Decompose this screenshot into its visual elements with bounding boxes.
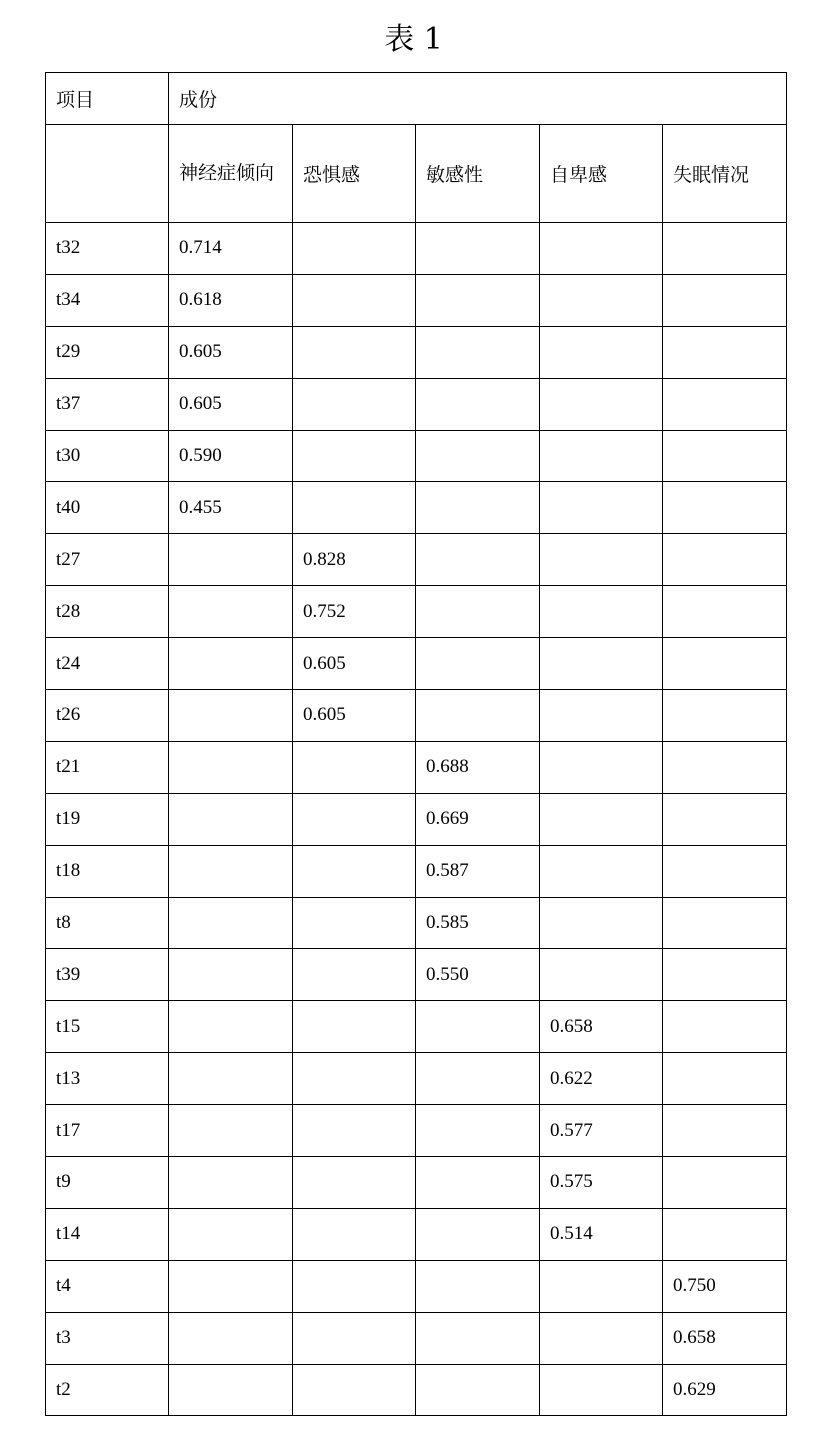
loading-cell xyxy=(663,586,787,638)
loading-cell: 0.629 xyxy=(663,1364,787,1416)
loading-cell xyxy=(663,897,787,949)
loading-cell xyxy=(169,1312,293,1364)
loading-cell xyxy=(169,534,293,586)
loading-cell xyxy=(663,1157,787,1209)
loading-cell: 0.658 xyxy=(540,1001,663,1053)
loading-cell xyxy=(416,482,540,534)
item-cell: t13 xyxy=(46,1053,169,1105)
header-factor-insomnia: 失眠情况 xyxy=(663,125,787,223)
table-row xyxy=(46,949,787,1001)
table-row xyxy=(46,1364,787,1416)
loading-cell xyxy=(416,1364,540,1416)
table-row xyxy=(46,1260,787,1312)
loading-cell xyxy=(663,690,787,742)
loading-cell xyxy=(293,793,416,845)
loading-cell xyxy=(169,741,293,793)
item-cell: t24 xyxy=(46,638,169,690)
loading-cell xyxy=(293,430,416,482)
item-cell: t32 xyxy=(46,223,169,275)
loading-cell: 0.752 xyxy=(293,586,416,638)
loading-cell xyxy=(663,378,787,430)
table-row xyxy=(46,1312,787,1364)
loading-cell xyxy=(293,1312,416,1364)
loading-cell xyxy=(169,586,293,638)
item-cell: t19 xyxy=(46,793,169,845)
loading-cell xyxy=(540,482,663,534)
loading-cell: 0.605 xyxy=(169,378,293,430)
loading-cell xyxy=(663,1208,787,1260)
header-factor-inferiority: 自卑感 xyxy=(540,125,663,223)
loading-cell: 0.750 xyxy=(663,1260,787,1312)
loading-cell xyxy=(540,326,663,378)
factor-loading-table xyxy=(45,72,787,1416)
loading-cell xyxy=(540,949,663,1001)
loading-cell: 0.577 xyxy=(540,1105,663,1157)
loading-cell xyxy=(663,430,787,482)
table-title: 表 1 xyxy=(384,22,443,57)
table-row xyxy=(46,638,787,690)
item-cell: t40 xyxy=(46,482,169,534)
table-row xyxy=(46,1157,787,1209)
item-cell: t28 xyxy=(46,586,169,638)
loading-cell xyxy=(293,482,416,534)
loading-cell: 0.575 xyxy=(540,1157,663,1209)
table-row xyxy=(46,586,787,638)
loading-cell: 0.550 xyxy=(416,949,540,1001)
loading-cell xyxy=(293,1260,416,1312)
loading-cell xyxy=(293,1157,416,1209)
loading-cell xyxy=(169,638,293,690)
loading-cell xyxy=(416,223,540,275)
loading-cell xyxy=(540,690,663,742)
item-cell: t18 xyxy=(46,845,169,897)
item-cell: t37 xyxy=(46,378,169,430)
loading-cell: 0.658 xyxy=(663,1312,787,1364)
item-cell: t30 xyxy=(46,430,169,482)
loading-cell xyxy=(663,534,787,586)
loading-cell xyxy=(663,741,787,793)
loading-cell xyxy=(663,326,787,378)
loading-cell xyxy=(293,949,416,1001)
loading-cell xyxy=(540,430,663,482)
loading-cell xyxy=(293,845,416,897)
loading-cell xyxy=(416,1312,540,1364)
loading-cell xyxy=(540,378,663,430)
table-row xyxy=(46,1105,787,1157)
loading-cell: 0.587 xyxy=(416,845,540,897)
table-row xyxy=(46,1053,787,1105)
loading-cell xyxy=(663,1105,787,1157)
loading-cell: 0.514 xyxy=(540,1208,663,1260)
loading-cell xyxy=(540,223,663,275)
loading-cell xyxy=(293,1364,416,1416)
loading-cell xyxy=(293,897,416,949)
loading-cell xyxy=(663,1001,787,1053)
loading-cell xyxy=(293,274,416,326)
loading-cell xyxy=(169,1364,293,1416)
loading-cell xyxy=(169,845,293,897)
header-factor-fear: 恐惧感 xyxy=(293,125,416,223)
loading-cell xyxy=(169,949,293,1001)
loading-cell xyxy=(293,1105,416,1157)
loading-cell xyxy=(540,274,663,326)
loading-cell xyxy=(540,1260,663,1312)
loading-cell xyxy=(169,1260,293,1312)
item-cell: t34 xyxy=(46,274,169,326)
loading-cell xyxy=(663,1053,787,1105)
loading-cell: 0.618 xyxy=(169,274,293,326)
loading-cell: 0.605 xyxy=(293,690,416,742)
loading-cell xyxy=(293,378,416,430)
loading-cell xyxy=(293,1053,416,1105)
item-cell: t14 xyxy=(46,1208,169,1260)
table-row xyxy=(46,793,787,845)
loading-cell: 0.714 xyxy=(169,223,293,275)
loading-cell xyxy=(416,1053,540,1105)
loading-cell: 0.828 xyxy=(293,534,416,586)
loading-cell xyxy=(169,1208,293,1260)
loading-cell xyxy=(540,1364,663,1416)
header-row-1 xyxy=(46,73,787,125)
table-row xyxy=(46,223,787,275)
loading-cell xyxy=(663,638,787,690)
loading-cell xyxy=(416,534,540,586)
item-cell: t39 xyxy=(46,949,169,1001)
header-blank-cell xyxy=(46,125,169,223)
item-cell: t3 xyxy=(46,1312,169,1364)
loading-cell xyxy=(169,793,293,845)
item-cell: t4 xyxy=(46,1260,169,1312)
loading-cell xyxy=(540,845,663,897)
loading-cell xyxy=(416,1105,540,1157)
loading-cell xyxy=(169,1105,293,1157)
item-cell: t29 xyxy=(46,326,169,378)
loading-cell xyxy=(663,845,787,897)
loading-cell xyxy=(663,274,787,326)
loading-cell xyxy=(663,949,787,1001)
loading-cell xyxy=(416,690,540,742)
header-factor-neuroticism: 神经症倾向 xyxy=(169,125,293,223)
loading-cell xyxy=(293,1001,416,1053)
loading-cell xyxy=(416,378,540,430)
item-cell: t8 xyxy=(46,897,169,949)
table-row xyxy=(46,274,787,326)
item-cell: t21 xyxy=(46,741,169,793)
loading-cell xyxy=(169,1001,293,1053)
loading-cell: 0.455 xyxy=(169,482,293,534)
loading-cell xyxy=(540,638,663,690)
table-row xyxy=(46,482,787,534)
loading-cell xyxy=(416,1260,540,1312)
table-row xyxy=(46,845,787,897)
item-cell: t17 xyxy=(46,1105,169,1157)
loading-cell: 0.669 xyxy=(416,793,540,845)
item-cell: t15 xyxy=(46,1001,169,1053)
loading-cell xyxy=(416,1208,540,1260)
table-row xyxy=(46,534,787,586)
header-component-cell: 成份 xyxy=(169,73,787,125)
table-row xyxy=(46,690,787,742)
loading-cell xyxy=(416,274,540,326)
loading-cell xyxy=(540,741,663,793)
loading-cell xyxy=(416,326,540,378)
table-body xyxy=(46,73,787,1416)
item-cell: t27 xyxy=(46,534,169,586)
loading-cell: 0.605 xyxy=(169,326,293,378)
loading-cell: 0.688 xyxy=(416,741,540,793)
loading-cell xyxy=(169,897,293,949)
loading-cell xyxy=(416,638,540,690)
loading-cell xyxy=(663,223,787,275)
table-row xyxy=(46,326,787,378)
loading-cell xyxy=(540,586,663,638)
loading-cell xyxy=(416,586,540,638)
loading-cell xyxy=(169,690,293,742)
table-row xyxy=(46,1001,787,1053)
header-item-cell: 项目 xyxy=(46,73,169,125)
loading-cell xyxy=(540,793,663,845)
table-row xyxy=(46,741,787,793)
header-factor-sensitivity: 敏感性 xyxy=(416,125,540,223)
item-cell: t2 xyxy=(46,1364,169,1416)
loading-cell xyxy=(540,1312,663,1364)
table-row xyxy=(46,430,787,482)
loading-cell xyxy=(293,326,416,378)
loading-cell xyxy=(293,741,416,793)
loading-cell xyxy=(416,1157,540,1209)
item-cell: t26 xyxy=(46,690,169,742)
loading-cell: 0.622 xyxy=(540,1053,663,1105)
loading-cell xyxy=(293,223,416,275)
table-row xyxy=(46,1208,787,1260)
header-row-2 xyxy=(46,125,787,223)
loading-cell xyxy=(663,482,787,534)
loading-cell: 0.605 xyxy=(293,638,416,690)
loading-cell: 0.590 xyxy=(169,430,293,482)
loading-cell xyxy=(416,430,540,482)
loading-cell xyxy=(416,1001,540,1053)
loading-cell xyxy=(169,1053,293,1105)
loading-cell xyxy=(540,897,663,949)
loading-cell xyxy=(169,1157,293,1209)
loading-cell xyxy=(663,793,787,845)
loading-cell xyxy=(293,1208,416,1260)
loading-cell xyxy=(540,534,663,586)
table-row xyxy=(46,378,787,430)
table-row xyxy=(46,897,787,949)
item-cell: t9 xyxy=(46,1157,169,1209)
loading-cell: 0.585 xyxy=(416,897,540,949)
